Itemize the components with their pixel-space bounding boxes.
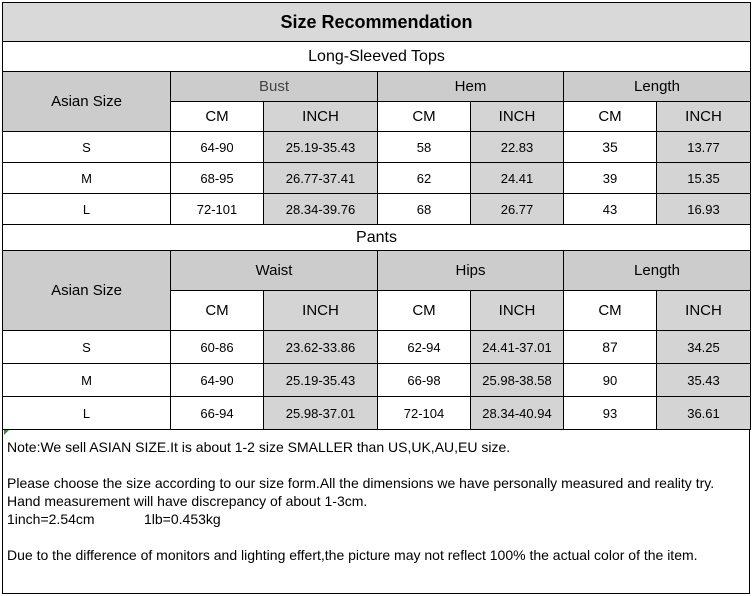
size-cell: S bbox=[3, 132, 171, 163]
tops-group-length: Length bbox=[564, 72, 751, 102]
pants-group-waist: Waist bbox=[171, 251, 378, 291]
value-cell: 35.43 bbox=[657, 364, 751, 397]
value-cell: 26.77 bbox=[471, 194, 564, 225]
value-cell: 72-101 bbox=[171, 194, 264, 225]
value-cell: 25.98-38.58 bbox=[471, 364, 564, 397]
value-cell: 24.41 bbox=[471, 163, 564, 194]
note-conversions bbox=[3, 510, 749, 528]
note-hand-measurement: Hand measurement will have discrepancy of about 1-3cm. bbox=[7, 493, 368, 509]
tops-unit-cm: CM bbox=[564, 102, 657, 132]
pants-group-hips: Hips bbox=[378, 251, 564, 291]
table-row bbox=[3, 132, 751, 163]
tops-group-hem: Hem bbox=[378, 72, 564, 102]
value-cell: 62-94 bbox=[378, 331, 471, 364]
note-color-disclaimer: Due to the difference of monitors and lighting effert,the picture may not reflect 100% the actual color of the item. bbox=[7, 547, 698, 563]
pants-group-length: Length bbox=[564, 251, 751, 291]
value-cell: 87 bbox=[564, 331, 657, 364]
size-cell: L bbox=[3, 397, 171, 430]
tops-unit-cm: CM bbox=[378, 102, 471, 132]
table-row bbox=[3, 163, 751, 194]
value-cell: 28.34-40.94 bbox=[471, 397, 564, 430]
size-cell: M bbox=[3, 163, 171, 194]
inch-conversion: 1inch=2.54cm bbox=[7, 511, 95, 527]
pants-size-label: Asian Size bbox=[3, 251, 171, 331]
value-cell: 22.83 bbox=[471, 132, 564, 163]
value-cell: 62 bbox=[378, 163, 471, 194]
table-row bbox=[3, 397, 751, 430]
value-cell: 25.19-35.43 bbox=[264, 132, 378, 163]
size-chart-sheet bbox=[2, 2, 750, 594]
value-cell: 93 bbox=[564, 397, 657, 430]
note-asian-size: Note:We sell ASIAN SIZE.It is about 1-2 size SMALLER than US,UK,AU,EU size. bbox=[7, 439, 511, 455]
value-cell: 66-94 bbox=[171, 397, 264, 430]
pants-unit-cm: CM bbox=[171, 291, 264, 331]
value-cell: 13.77 bbox=[657, 132, 751, 163]
value-cell: 15.35 bbox=[657, 163, 751, 194]
value-cell: 26.77-37.41 bbox=[264, 163, 378, 194]
value-cell: 43 bbox=[564, 194, 657, 225]
pants-unit-cm: CM bbox=[564, 291, 657, 331]
tops-unit-inch: INCH bbox=[657, 102, 751, 132]
chart-title: Size Recommendation bbox=[3, 3, 751, 42]
pants-unit-inch: INCH bbox=[471, 291, 564, 331]
value-cell: 90 bbox=[564, 364, 657, 397]
value-cell: 60-86 bbox=[171, 331, 264, 364]
value-cell: 68 bbox=[378, 194, 471, 225]
tops-unit-cm: CM bbox=[171, 102, 264, 132]
tops-section-title: Long-Sleeved Tops bbox=[3, 42, 751, 72]
size-cell: S bbox=[3, 331, 171, 364]
value-cell: 64-90 bbox=[171, 364, 264, 397]
notes-box bbox=[2, 430, 750, 594]
value-cell: 25.19-35.43 bbox=[264, 364, 378, 397]
value-cell: 34.25 bbox=[657, 331, 751, 364]
value-cell: 72-104 bbox=[378, 397, 471, 430]
tops-size-label: Asian Size bbox=[3, 72, 171, 132]
size-cell: L bbox=[3, 194, 171, 225]
value-cell: 25.98-37.01 bbox=[264, 397, 378, 430]
value-cell: 68-95 bbox=[171, 163, 264, 194]
value-cell: 58 bbox=[378, 132, 471, 163]
cell-corner-marker bbox=[4, 430, 9, 435]
pants-unit-inch: INCH bbox=[657, 291, 751, 331]
value-cell: 64-90 bbox=[171, 132, 264, 163]
value-cell: 35 bbox=[564, 132, 657, 163]
value-cell: 66-98 bbox=[378, 364, 471, 397]
tops-unit-inch: INCH bbox=[264, 102, 378, 132]
value-cell: 16.93 bbox=[657, 194, 751, 225]
tops-unit-inch: INCH bbox=[471, 102, 564, 132]
table-row bbox=[3, 194, 751, 225]
value-cell: 36.61 bbox=[657, 397, 751, 430]
value-cell: 39 bbox=[564, 163, 657, 194]
size-cell: M bbox=[3, 364, 171, 397]
pants-unit-inch: INCH bbox=[264, 291, 378, 331]
pants-unit-cm: CM bbox=[378, 291, 471, 331]
pants-section-title: Pants bbox=[3, 225, 751, 251]
value-cell: 23.62-33.86 bbox=[264, 331, 378, 364]
value-cell: 24.41-37.01 bbox=[471, 331, 564, 364]
table-row bbox=[3, 364, 751, 397]
lb-conversion: 1lb=0.453kg bbox=[144, 511, 221, 527]
size-chart-table bbox=[2, 2, 751, 430]
tops-group-bust: Bust bbox=[171, 72, 378, 102]
value-cell: 28.34-39.76 bbox=[264, 194, 378, 225]
table-row bbox=[3, 331, 751, 364]
note-size-form: Please choose the size according to our size form.All the dimensions we have personally measured and reality try. bbox=[7, 475, 715, 491]
